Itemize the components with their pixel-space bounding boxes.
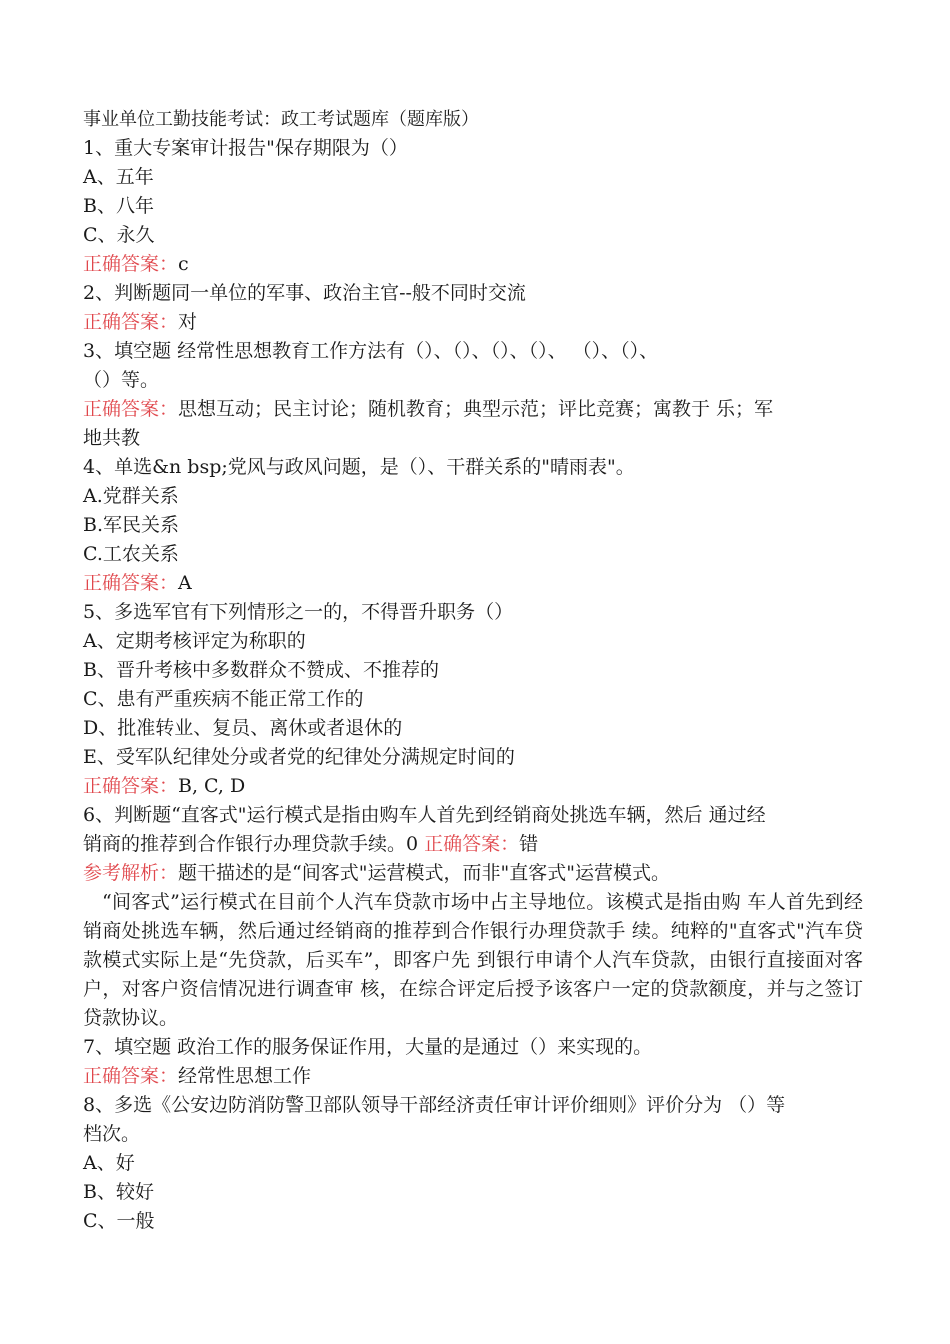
answer-label: 正确答案： xyxy=(83,253,179,275)
question-1-stem: 1、重大专案审计报告"保存期限为（） xyxy=(83,137,408,159)
question-1-option-a: A、五年 xyxy=(83,166,154,188)
question-6-explanation: “间客式”运行模式在目前个人汽车贷款市场中占主导地位。该模式是指由购 车人首先到经销商处挑选车辆，然后通过经销商的推荐到合作银行办理贷款手 续。纯粹的"直客式"汽车贷款模式实际上是“先贷款，后买车”，即客户先 到银行申请个人汽车贷款，由银行直接面对客户，对客户资信情况进行调查审 核，在综合评定后授予该客户一定的贷款额度，并与之签订贷款协议。 xyxy=(83,891,863,1029)
question-5-option-e: E、受军队纪律处分或者党的纪律处分满规定时间的 xyxy=(83,746,515,768)
document-title: 事业单位工勤技能考试：政工考试题库（题库版） xyxy=(83,109,479,130)
question-5-option-a: A、定期考核评定为称职的 xyxy=(83,630,306,652)
answer-label: 正确答案： xyxy=(83,1065,179,1087)
question-7-stem: 7、填空题 政治工作的服务保证作用，大量的是通过（）来实现的。 xyxy=(83,1036,653,1058)
answer-label: 正确答案： xyxy=(83,572,179,594)
question-6-stem-tail: 销商的推荐到合作银行办理贷款手续。0 xyxy=(83,833,425,855)
question-8-stem: 8、多选《公安边防消防警卫部队领导干部经济责任审计评价细则》评价分为 （）等 xyxy=(83,1094,786,1116)
question-3-answer xyxy=(83,395,863,424)
question-6-stem: 6、判断题“直客式"运行模式是指由购车人首先到经销商处挑选车辆，然后 通过经 xyxy=(83,804,766,826)
answer-label: 正确答案： xyxy=(424,833,520,855)
question-5-option-c: C、患有严重疾病不能正常工作的 xyxy=(83,688,364,710)
question-1-option-c: C、永久 xyxy=(83,224,155,246)
question-3-stem-cont: （）等。 xyxy=(83,369,160,391)
question-8-option-b: B、较好 xyxy=(83,1181,154,1203)
question-8-option-c: C、一般 xyxy=(83,1210,155,1232)
question-4-option-b: B.军民关系 xyxy=(83,514,180,536)
question-5-answer xyxy=(83,772,863,801)
answer-value: 经常性思想工作 xyxy=(178,1065,312,1087)
question-8-option-a: A、好 xyxy=(83,1152,135,1174)
question-2-stem: 2、判断题同一单位的军事、政治主官--般不同时交流 xyxy=(83,282,526,304)
answer-value: 对 xyxy=(178,311,198,333)
question-1-answer xyxy=(83,250,863,279)
question-5-option-b: B、晋升考核中多数群众不赞成、不推荐的 xyxy=(83,659,439,681)
answer-value: 思想互动；民主讨论；随机教育；典型示范；评比竞赛；寓教于 乐；军 xyxy=(178,398,774,420)
answer-label: 正确答案： xyxy=(83,398,179,420)
question-4-option-a: A.党群关系 xyxy=(83,485,179,507)
question-1-option-b: B、八年 xyxy=(83,195,154,217)
question-4-option-c: C.工农关系 xyxy=(83,543,179,565)
question-5-stem: 5、多选军官有下列情形之一的，不得晋升职务（） xyxy=(83,601,514,623)
question-4-stem: 4、单选&n bsp;党风与政风问题，是（）、干群关系的"晴雨表"。 xyxy=(83,456,635,478)
question-7-answer xyxy=(83,1062,863,1091)
analysis-label: 参考解析： xyxy=(83,862,179,884)
answer-value: A xyxy=(178,572,192,594)
answer-value: 错 xyxy=(519,833,539,855)
question-8-stem-cont: 档次。 xyxy=(83,1123,141,1145)
question-2-answer xyxy=(83,308,863,337)
analysis-value: 题干描述的是“间客式"运营模式，而非"直客式"运营模式。 xyxy=(178,862,670,884)
answer-value: c xyxy=(178,253,189,275)
question-6-analysis xyxy=(83,859,863,888)
question-5-option-d: D、批准转业、复员、离休或者退休的 xyxy=(83,717,403,739)
question-3-answer-cont: 地共教 xyxy=(83,427,141,449)
answer-value: B, C, D xyxy=(178,775,246,797)
question-6-stem-cont xyxy=(83,830,863,859)
question-3-stem: 3、填空题 经常性思想教育工作方法有（）、（）、（）、（）、 （）、（）、 xyxy=(83,340,659,362)
document-page xyxy=(83,106,863,1236)
answer-label: 正确答案： xyxy=(83,311,179,333)
question-4-answer xyxy=(83,569,863,598)
answer-label: 正确答案： xyxy=(83,775,179,797)
